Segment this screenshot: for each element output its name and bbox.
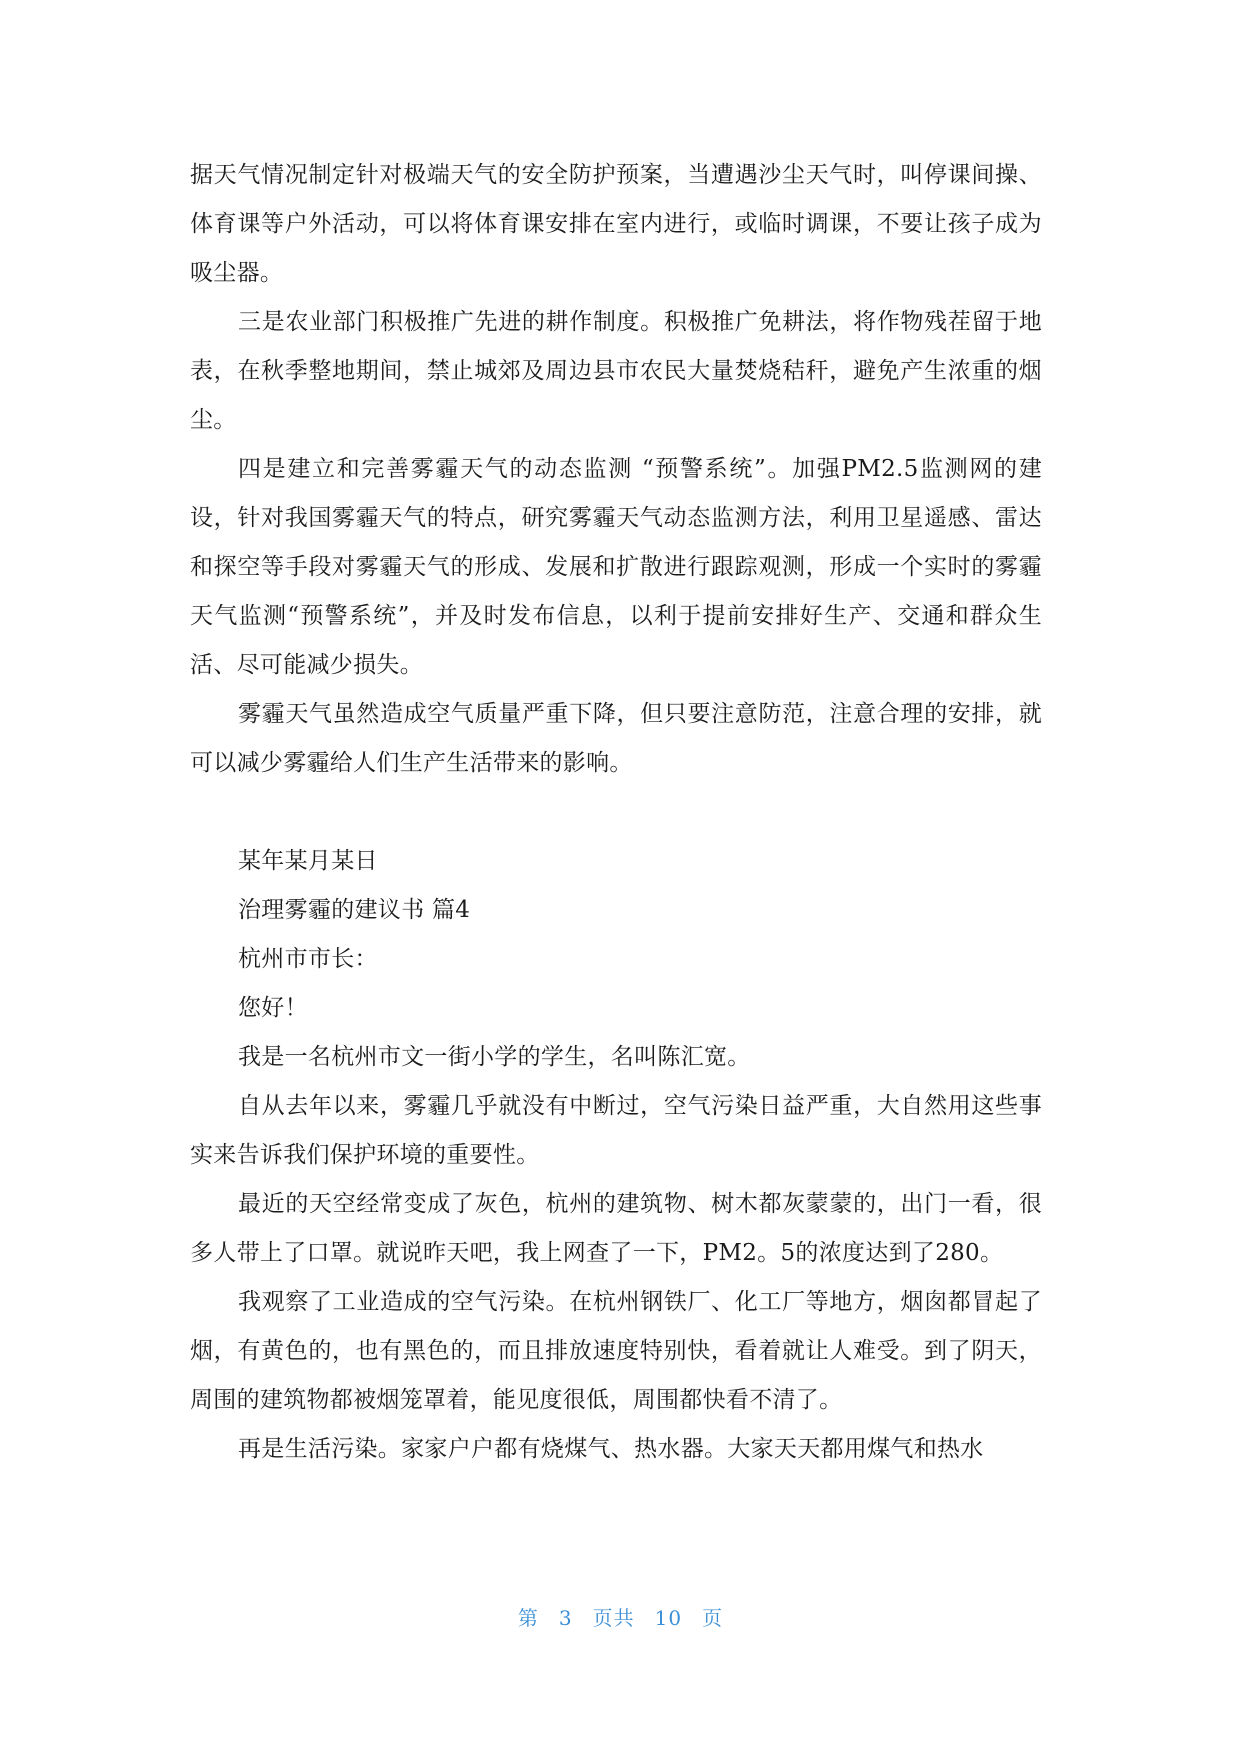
paragraph-monitoring: 四是建立和完善雾霾天气的动态监测 “预警系统”。加强PM2.5监测网的建设，针对我国雾霾天气的特点，研究雾霾天气动态监测方法，利用卫星遥感、雷达和探空等手段对雾霾天气的形成、发展和扩散进行跟踪观测，形成一个实时的雾霾天气监测“预警系统”，并及时发布信息，以利于提前安排好生产、交通和群众生活、尽可能减少损失。 bbox=[190, 456, 1042, 678]
document-body bbox=[190, 151, 1042, 1474]
blank-line bbox=[190, 788, 1042, 837]
footer-word-di: 第 bbox=[517, 1606, 539, 1630]
date-line: 某年某月某日 bbox=[238, 848, 378, 874]
footer-word-ye: 页 bbox=[702, 1606, 724, 1630]
footer-total-pages: 10 bbox=[654, 1606, 683, 1630]
page-number-footer bbox=[0, 1602, 1241, 1631]
paragraph-recent-sky: 最近的天空经常变成了灰色，杭州的建筑物、树木都灰蒙蒙的，出门一看，很多人带上了口罩。就说昨天吧，我上网查了一下，PM2。5的浓度达到了280。 bbox=[190, 1191, 1042, 1266]
paragraph-industry: 我观察了工业造成的空气污染。在杭州钢铁厂、化工厂等地方，烟囱都冒起了烟，有黄色的，也有黑色的，而且排放速度特别快，看着就让人难受。到了阴天，周围的建筑物都被烟笼罩着，能见度很低，周围都快看不清了。 bbox=[190, 1289, 1042, 1413]
paragraph-intro: 我是一名杭州市文一街小学的学生，名叫陈汇宽。 bbox=[238, 1044, 751, 1070]
paragraph-conclusion: 雾霾天气虽然造成空气质量严重下降，但只要注意防范，注意合理的安排，就可以减少雾霾给人们生产生活带来的影响。 bbox=[190, 701, 1042, 776]
footer-current-page: 3 bbox=[558, 1606, 573, 1630]
paragraph-continued: 据天气情况制定针对极端天气的安全防护预案，当遭遇沙尘天气时，叫停课间操、体育课等户外活动，可以将体育课安排在室内进行，或临时调课，不要让孩子成为吸尘器。 bbox=[190, 162, 1042, 286]
greeting: 您好！ bbox=[238, 995, 308, 1021]
paragraph-agriculture: 三是农业部门积极推广先进的耕作制度。积极推广免耕法，将作物残茬留于地表，在秋季整地期间，禁止城郊及周边县市农民大量焚烧秸秆，避免产生浓重的烟尘。 bbox=[190, 309, 1042, 433]
paragraph-since-last-year: 自从去年以来，雾霾几乎就没有中断过，空气污染日益严重，大自然用这些事实来告诉我们保护环境的重要性。 bbox=[190, 1093, 1042, 1168]
footer-word-ye-gong: 页共 bbox=[592, 1606, 635, 1630]
paragraph-daily-life: 再是生活污染。家家户户都有烧煤气、热水器。大家天天都用煤气和热水 bbox=[238, 1436, 984, 1462]
section-title: 治理雾霾的建议书 篇4 bbox=[238, 897, 471, 923]
salutation: 杭州市市长： bbox=[238, 946, 378, 972]
